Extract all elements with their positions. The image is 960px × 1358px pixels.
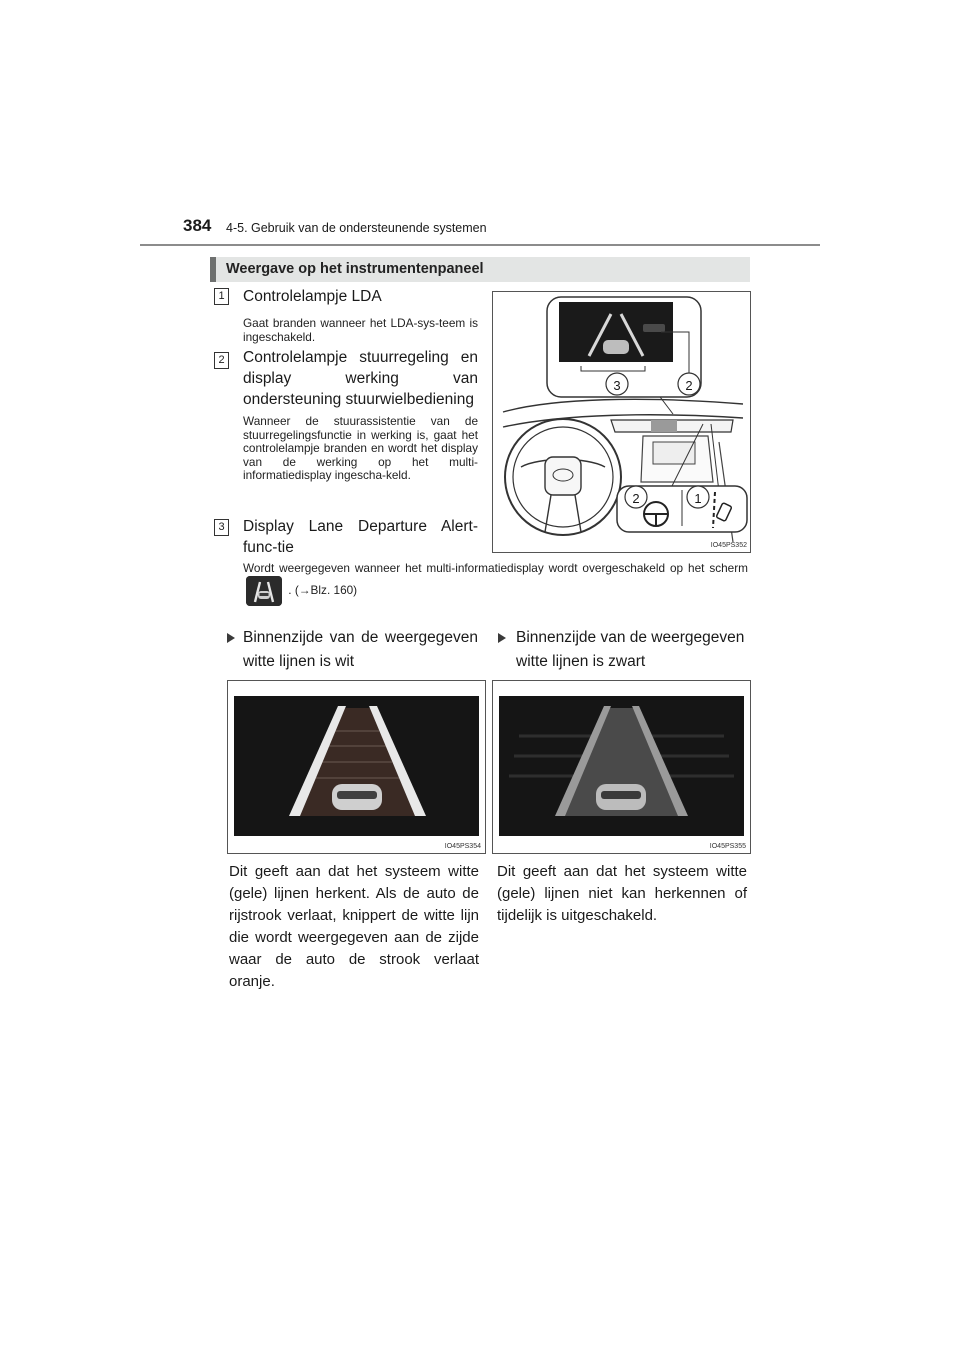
display-figure-white [227,680,486,854]
figure-code-right: IO45PS355 [709,843,746,850]
callout-1-bottom: 1 [694,491,702,506]
item-desc-1: Gaat branden wanneer het LDA-sys-teem is ingeschakeld. [243,316,478,344]
item-title-1: Controlelampje LDA [243,288,382,305]
item-title-3: Display Lane Departure Alert-func-tie [243,518,478,556]
display-screen-white [234,696,479,836]
dashboard-illustration [493,292,750,552]
column-heading-right: Binnenzijde van de weergegeven witte lijnen is zwart [516,629,745,670]
page-number: 384 [183,216,212,235]
item-desc-2: Wanneer de stuurassistentie van de stuurregelingsfunctie in werking is, gaat het controlelampje branden en wordt het display van de werking op het multi-informatiedisplay ingescha-keld. [243,414,478,482]
item-desc-3-text: Wordt weergegeven wanneer het multi-informatiedisplay wordt overgeschakeld op het scherm [243,561,748,575]
caption-right: Dit geeft aan dat het systeem witte (gele) lijnen niet kan herkennen of tijdelijk is uitgeschakeld. [497,863,747,924]
item-number-1: 1 [214,288,229,305]
display-figure-black [492,680,751,854]
section-accent [210,257,216,282]
column-heading-left: Binnenzijde van de weergegeven witte lijnen is wit [243,629,478,670]
figure-code-left: IO45PS354 [444,843,481,850]
callout-2-top: 2 [685,378,693,393]
callout-2-bottom: 2 [632,491,640,506]
item-desc-3-line1 [243,562,748,606]
dashboard-figure [492,291,751,553]
item-number-3: 3 [214,519,229,536]
bullet-right [498,633,506,643]
figure-code-main: IO45PS352 [710,542,747,549]
section-title: Weergave op het instrumentenpaneel [226,261,484,277]
item-number-2: 2 [214,352,229,369]
lda-screen-icon [246,576,282,606]
caption-left: Dit geeft aan dat het systeem witte (gele) lijnen herkent. Als de auto de rijstrook verlaat, knippert de witte lijn die wordt weergegeven aan de zijde waar de auto de strook verlaat oranje. [229,863,479,990]
section-heading [210,257,750,282]
header-divider [140,244,820,246]
callout-3-top: 3 [613,378,621,393]
display-screen-black [499,696,744,836]
chapter-title: 4-5. Gebruik van de ondersteunende systemen [226,221,487,235]
item-desc-3-ref: . (→Blz. 160) [288,582,358,597]
item-title-2: Controlelampje stuurregeling en display werking van ondersteuning stuurwielbediening [243,349,478,408]
bullet-left [227,633,235,643]
